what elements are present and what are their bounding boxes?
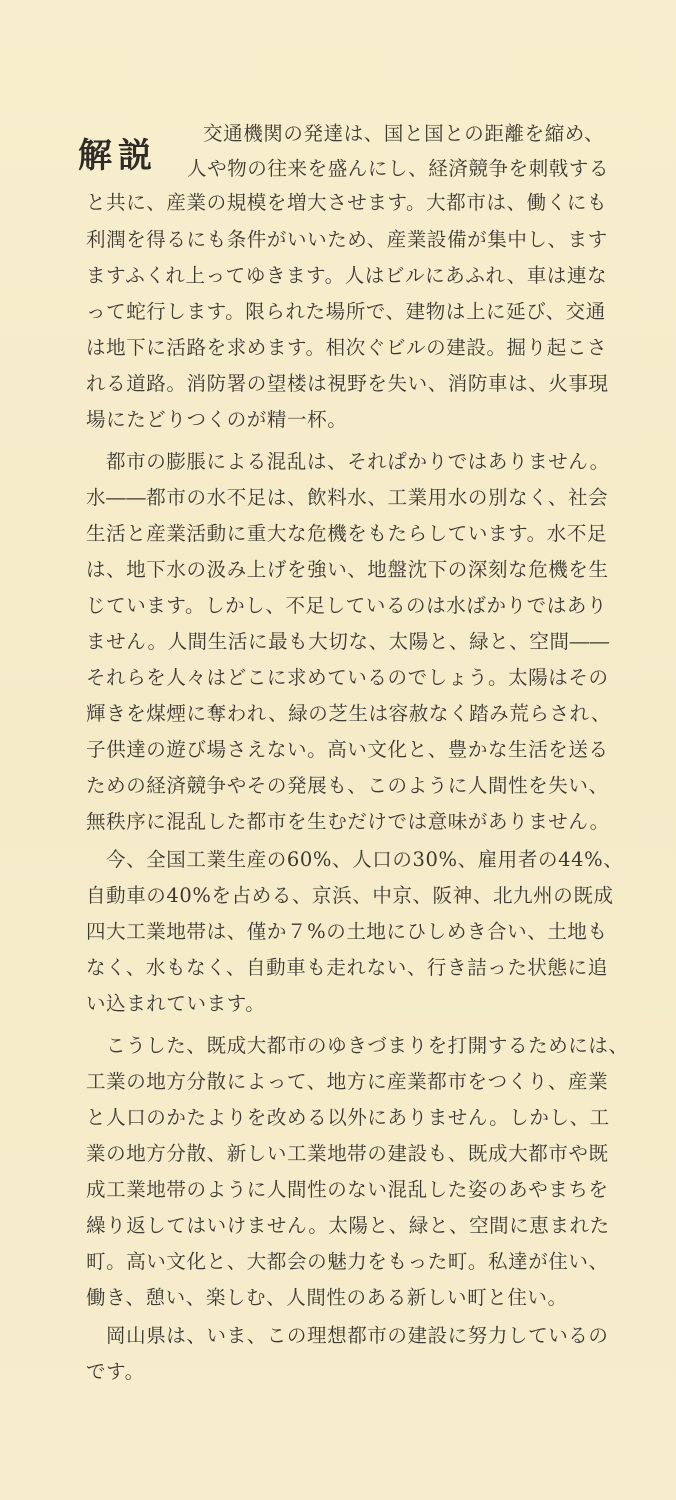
- text-line: 繰り返してはいけません。太陽と、緑と、空間に恵まれた: [86, 1214, 610, 1237]
- text-line: 業の地方分散、新しい工業地帯の建設も、既成大都市や既: [86, 1142, 609, 1165]
- text-line: は、地下水の汲み上げを強い、地盤沈下の深刻な危機を生: [86, 558, 609, 581]
- text-line: じています。しかし、不足しているのは水ばかりではあり: [86, 594, 608, 617]
- text-line: 交通機関の発達は、国と国との距離を縮め、: [203, 122, 605, 145]
- text-line: 無秩序に混乱した都市を生むだけでは意味がありません。: [86, 810, 610, 833]
- text-line: い込まれています。: [86, 992, 266, 1015]
- text-line: こうした、既成大都市のゆきづまりを打開するためには、: [106, 1034, 629, 1057]
- text-line: と人口のかたよりを改める以外にありません。しかし、工: [86, 1106, 610, 1129]
- text-line: ません。人間生活に最も大切な、太陽と、緑と、空間――: [86, 630, 610, 653]
- text-line: です。: [86, 1360, 145, 1383]
- text-line: 今、全国工業生産の60%、人口の30%、雇用者の44%、: [106, 848, 624, 871]
- text-line: 場にたどりつくのが精一杯。: [86, 408, 348, 431]
- text-line: 工業の地方分散によって、地方に産業都市をつくり、産業: [86, 1070, 609, 1093]
- text-line: 自動車の40%を占める、京浜、中京、阪神、北九州の既成: [86, 884, 614, 907]
- text-line: 水――都市の水不足は、飲料水、工業用水の別なく、社会: [86, 486, 609, 509]
- section-heading: 解説: [78, 136, 158, 176]
- text-line: ための経済競争やその発展も、このように人間性を失い、: [86, 774, 609, 797]
- text-line: 岡山県は、いま、この理想都市の建設に努力しているの: [106, 1324, 609, 1347]
- text-line: って蛇行します。限られた場所で、建物は上に延び、交通: [86, 300, 606, 323]
- text-line: 利潤を得るにも条件がいいため、産業設備が集中し、ます: [86, 228, 608, 251]
- text-line: 人や物の往来を盛んにし、経済競争を刺戟する: [187, 157, 610, 180]
- text-line: 生活と産業活動に重大な危機をもたらしています。水不足: [86, 522, 608, 545]
- text-line: 成工業地帯のように人間性のない混乱した姿のあやまちを: [86, 1178, 609, 1201]
- text-line: 子供達の遊び場さえない。高い文化と、豊かな生活を送る: [86, 738, 609, 761]
- text-line: れる道路。消防署の望楼は視野を失い、消防車は、火事現: [86, 372, 609, 395]
- text-line: は地下に活路を求めます。相次ぐビルの建設。掘り起こさ: [86, 336, 608, 359]
- text-line: それらを人々はどこに求めているのでしょう。太陽はその: [86, 666, 609, 689]
- text-line: ますふくれ上ってゆきます。人はビルにあふれ、車は連な: [86, 264, 608, 287]
- text-line: 町。高い文化と、大都会の魅力をもった町。私達が住い、: [86, 1250, 609, 1273]
- text-line: 四大工業地帯は、僅か７%の土地にひしめき合い、土地も: [86, 920, 608, 943]
- text-line: なく、水もなく、自動車も走れない、行き詰った状態に追: [86, 956, 608, 979]
- text-line: 働き、憩い、楽しむ、人間性のある新しい町と住い。: [86, 1286, 568, 1309]
- text-line: 輝きを煤煙に奪われ、緑の芝生は容赦なく踏み荒らされ、: [86, 702, 611, 725]
- text-line: と共に、産業の規模を増大させます。大都市は、働くにも: [86, 191, 608, 214]
- text-line: 都市の膨脹による混乱は、それぱかりではありません。: [106, 450, 610, 473]
